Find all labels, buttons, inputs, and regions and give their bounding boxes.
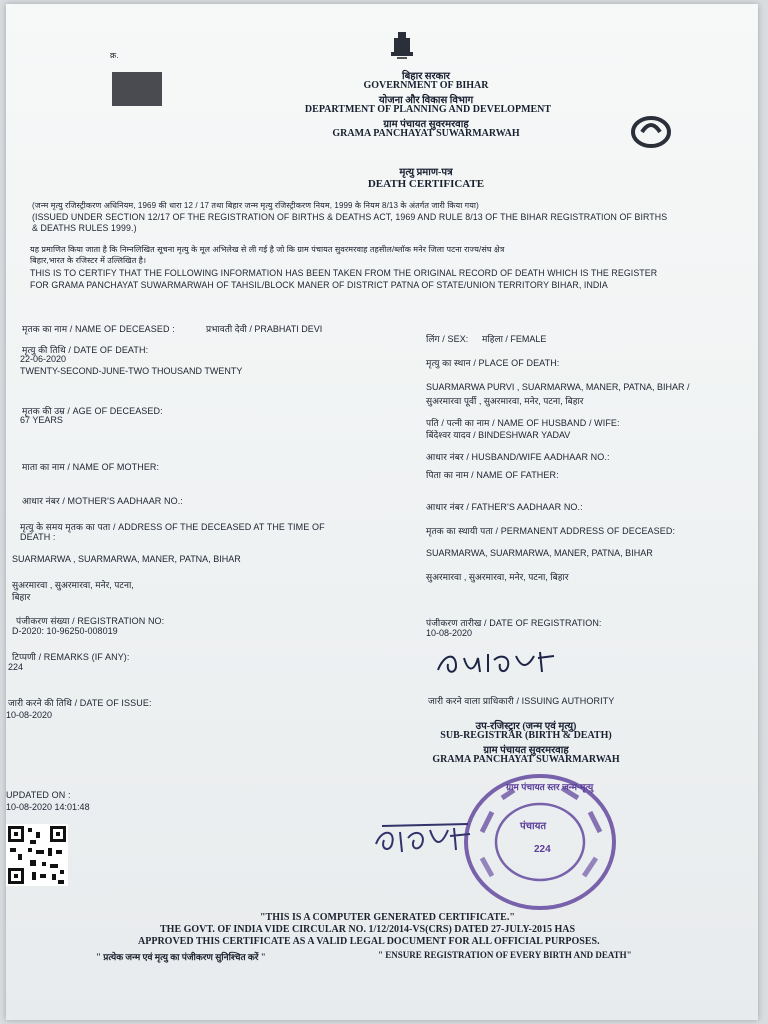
place-of-death-label: मृत्यु का स्थान / PLACE OF DEATH: (426, 358, 560, 368)
registrar-signature-top (434, 644, 564, 680)
date-of-death-label: मृत्यु की तिथि / DATE OF DEATH: (22, 345, 149, 355)
date-of-death-words: TWENTY-SECOND-JUNE-TWO THOUSAND TWENTY (20, 366, 243, 376)
sub-registrar-title: SUB-REGISTRAR (BIRTH & DEATH) (440, 730, 612, 741)
issuing-authority-label: जारी करने वाला प्राधिकारी / ISSUING AUTHORITY (428, 696, 615, 706)
age-value: 67 YEARS (20, 415, 63, 425)
issued-under-line1: (ISSUED UNDER SECTION 12/17 OF THE REGISTRATION OF BIRTHS & DEATHS ACT, 1969 AND RULE 8/13 OF THE BIHAR REGISTRATION OF BIRTHS (32, 212, 668, 222)
address-at-death-hindi-line1: सुअरमारवा , सुअरमारवा, मनेर, पटना, (12, 580, 134, 590)
permanent-address-label: मृतक का स्थायी पता / PERMANENT ADDRESS OF DECEASED: (426, 526, 676, 536)
updated-on-value: 10-08-2020 14:01:48 (6, 802, 90, 812)
age-label: मृतक की उम्र / AGE OF DECEASED: (22, 406, 163, 416)
registration-date-label: पंजीकरण तारीख / DATE OF REGISTRATION: (426, 618, 602, 628)
address-at-death-label-line1: मृत्यु के समय मृतक का पता / ADDRESS OF THE DECEASED AT THE TIME OF (20, 522, 325, 532)
registration-date-value: 10-08-2020 (426, 628, 473, 638)
father-name-label: पिता का नाम / NAME OF FATHER: (426, 470, 559, 480)
mother-aadhaar-label: आधार नंबर / MOTHER'S AADHAAR NO.: (22, 496, 183, 506)
issued-under-hindi: (जन्म मृत्यु रजिस्ट्रीकरण अधिनियम, 1969 की धारा 12 / 17 तथा बिहार जन्म मृत्यु रजिस्ट्रीकरण नियम, 1999 के नियम 8/13 के अंतर्गत जारी किया गया) (32, 201, 479, 210)
redacted-box (112, 72, 162, 106)
panchayat-title: GRAMA PANCHAYAT SUWARMARWAH (332, 128, 520, 139)
deceased-name-value: प्रभावती देवी / PRABHATI DEVI (206, 324, 323, 334)
footer-line4-hindi: " प्रत्येक जन्म एवं मृत्यु का पंजीकरण सुनिश्चित करें " (96, 952, 266, 962)
registration-logo-icon (628, 110, 674, 150)
date-of-issue-value: 10-08-2020 (6, 710, 53, 720)
authority-panchayat-title: GRAMA PANCHAYAT SUWARMARWAH (432, 754, 620, 765)
footer-line3: APPROVED THIS CERTIFICATE AS A VALID LEGAL DOCUMENT FOR ALL OFFICIAL PURPOSES. (138, 936, 600, 947)
permanent-address-hindi: सुअरमारवा , सुअरमारवा, मनेर, पटना, बिहार (426, 572, 569, 582)
address-at-death-label-line2: DEATH : (20, 532, 56, 542)
certify-hindi-line2: बिहार,भारत के रजिस्टर में उल्लिखित है। (30, 256, 147, 265)
certificate-paper (6, 4, 758, 1020)
sub-registrar-hindi: उप-रजिस्ट्रार (जन्म एवं मृत्यु) (475, 721, 577, 732)
national-emblem-icon (388, 30, 416, 60)
seal-ring-text: ग्राम पंचायत स्तर जन्म-मृत्यु (506, 782, 594, 792)
department-title: DEPARTMENT OF PLANNING AND DEVELOPMENT (304, 104, 552, 115)
spouse-name-value: बिंदेश्वर यादव / BINDESHWAR YADAV (426, 430, 571, 440)
certify-line2: FOR GRAMA PANCHAYAT SUWARMARWAH OF TAHSIL/BLOCK MANER OF DISTRICT PATNA OF STATE/UNION TERRITORY BIHAR, INDIA (30, 280, 608, 290)
footer-line2: THE GOVT. OF INDIA VIDE CIRCULAR NO. 1/12/2014-VS(CRS) DATED 27-JULY-2015 HAS (160, 924, 576, 935)
official-seal-stamp (462, 772, 618, 912)
deceased-name-label: मृतक का नाम / NAME OF DECEASED : (22, 324, 175, 334)
registration-no-label: पंजीकरण संख्या / REGISTRATION NO: (16, 616, 165, 626)
spouse-name-label: पति / पत्नी का नाम / NAME OF HUSBAND / WIFE: (426, 418, 620, 428)
sex-value: महिला / FEMALE (482, 334, 547, 344)
footer-line1: "THIS IS A COMPUTER GENERATED CERTIFICATE." (260, 912, 515, 923)
place-of-death-value: SUARMARWA PURVI , SUARMARWA, MANER, PATNA, BIHAR / (426, 382, 690, 392)
date-of-death-value: 22-06-2020 (20, 354, 67, 364)
certify-line1: THIS IS TO CERTIFY THAT THE FOLLOWING INFORMATION HAS BEEN TAKEN FROM THE ORIGINAL RECORD OF DEATH WHICH IS THE REGISTER (30, 268, 658, 278)
serial-label: क्र. (110, 51, 119, 60)
issued-under-line2: & DEATHS RULES 1999.) (32, 223, 137, 233)
remarks-label: टिप्पणी / REMARKS (IF ANY): (12, 652, 130, 662)
hindi-department: योजना और विकास विभाग (378, 95, 474, 106)
qr-code-icon (6, 824, 68, 886)
address-at-death-value: SUARMARWA , SUARMARWA, MANER, PATNA, BIHAR (12, 554, 241, 564)
authority-panchayat-hindi: ग्राम पंचायत सुवरमरवाह (483, 745, 569, 756)
remarks-value: 224 (8, 662, 24, 672)
hindi-state: बिहार सरकार (402, 71, 450, 82)
date-of-issue-label: जारी करने की तिथि / DATE OF ISSUE: (8, 698, 152, 708)
seal-center-text: पंचायत (520, 821, 547, 832)
certify-hindi-line1: यह प्रमाणित किया जाता है कि निम्नलिखित सूचना मृत्यु के मूल अभिलेख से ली गई है जो कि ग्राम पंचायत सुवरमरवाह तहसील/ब्लॉक मनेर जिला पटना राज्य/संघ क्षेत्र (30, 245, 505, 254)
hindi-certificate-title: मृत्यु प्रमाण-पत्र (399, 167, 453, 178)
mother-name-label: माता का नाम / NAME OF MOTHER: (22, 462, 160, 472)
government-title: GOVERNMENT OF BIHAR (363, 80, 489, 91)
father-aadhaar-label: आधार नंबर / FATHER'S AADHAAR NO.: (426, 502, 583, 512)
hindi-panchayat: ग्राम पंचायत सुवरमरवाह (383, 119, 469, 130)
permanent-address-value: SUARMARWA, SUARMARWA, MANER, PATNA, BIHAR (426, 548, 653, 558)
sex-label: लिंग / SEX: (426, 334, 469, 344)
place-of-death-hindi: सुअरमारवा पूर्वी , सुअरमारवा, मनेर, पटना, बिहार (426, 396, 584, 406)
registrar-signature-bottom (372, 820, 476, 860)
certificate-title: DEATH CERTIFICATE (367, 178, 485, 190)
footer-line4: " ENSURE REGISTRATION OF EVERY BIRTH AND DEATH" (378, 950, 632, 960)
updated-on-label: UPDATED ON : (6, 790, 71, 800)
seal-center-number: 224 (534, 844, 551, 855)
spouse-aadhaar-label: आधार नंबर / HUSBAND/WIFE AADHAAR NO.: (426, 452, 610, 462)
address-at-death-hindi-line2: बिहार (12, 592, 31, 602)
registration-no-value: D-2020: 10-96250-008019 (12, 626, 118, 636)
